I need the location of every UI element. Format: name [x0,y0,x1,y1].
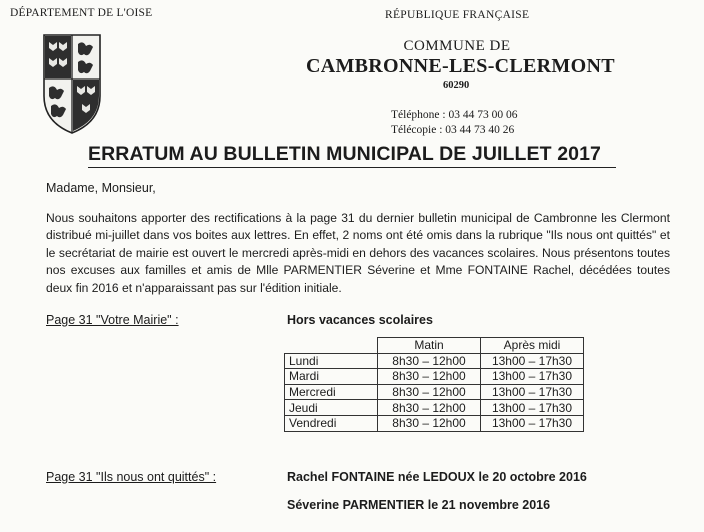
afternoon-hours-cell: 13h00 – 17h30 [481,353,584,369]
day-cell: Lundi [285,353,378,369]
table-header-row [285,338,584,354]
section-label-quittes: Page 31 "Ils nous ont quittés" : [46,470,217,484]
section-label-mairie: Page 31 "Votre Mairie" : [46,313,179,327]
afternoon-hours-cell: 13h00 – 17h30 [481,415,584,431]
column-header-matin: Matin [378,338,481,354]
table-row [285,384,584,400]
opening-hours-table [284,337,584,432]
afternoon-hours-cell: 13h00 – 17h30 [481,369,584,385]
postal-code: 60290 [443,80,470,91]
page-title: ERRATUM AU BULLETIN MUNICIPAL DE JUILLET 2017 [88,143,616,168]
deceased-entry: Séverine PARMENTIER le 21 novembre 2016 [287,498,551,512]
table-row [285,400,584,416]
department-name: DÉPARTEMENT DE L'OISE [10,7,153,19]
morning-hours-cell: 8h30 – 12h00 [378,353,481,369]
morning-hours-cell: 8h30 – 12h00 [378,369,481,385]
republic-label: RÉPUBLIQUE FRANÇAISE [385,9,530,21]
day-cell: Jeudi [285,400,378,416]
day-cell: Mercredi [285,384,378,400]
schedule-heading: Hors vacances scolaires [287,313,433,327]
table-row [285,415,584,431]
table-row [285,369,584,385]
afternoon-hours-cell: 13h00 – 17h30 [481,400,584,416]
commune-name: CAMBRONNE-LES-CLERMONT [306,55,615,77]
table-row [285,353,584,369]
afternoon-hours-cell: 13h00 – 17h30 [481,384,584,400]
column-header-apres-midi: Après midi [481,338,584,354]
body-paragraph: Nous souhaitons apporter des rectifications à la page 31 du dernier bulletin municipal de Cambronne les Clermont distribué mi-juillet dans vos boites aux lettres. En effet, 2 noms ont été omis dans la rubrique "Ils nous ont quittés" et le secrétariat de mairie est ouvert le mercredi après-midi en dehors des vacances scolaires. Nous présentons toutes nos excuses aux familles et amis de Mlle PARMENTIER Séverine et Mme FONTAINE Rachel, décédées toutes deux fin 2016 et n'apparaissant pas sur l'édition initiale. [46,211,670,295]
fax-number: Télécopie : 03 44 73 40 26 [391,124,515,136]
deceased-entry: Rachel FONTAINE née LEDOUX le 20 octobre 2016 [287,470,587,484]
telephone-number: Téléphone : 03 44 73 00 06 [391,109,518,121]
commune-label: COMMUNE DE [403,38,511,54]
day-cell: Mardi [285,369,378,385]
morning-hours-cell: 8h30 – 12h00 [378,400,481,416]
salutation: Madame, Monsieur, [46,181,156,195]
morning-hours-cell: 8h30 – 12h00 [378,384,481,400]
day-cell: Vendredi [285,415,378,431]
table-corner-cell [285,338,378,354]
morning-hours-cell: 8h30 – 12h00 [378,415,481,431]
